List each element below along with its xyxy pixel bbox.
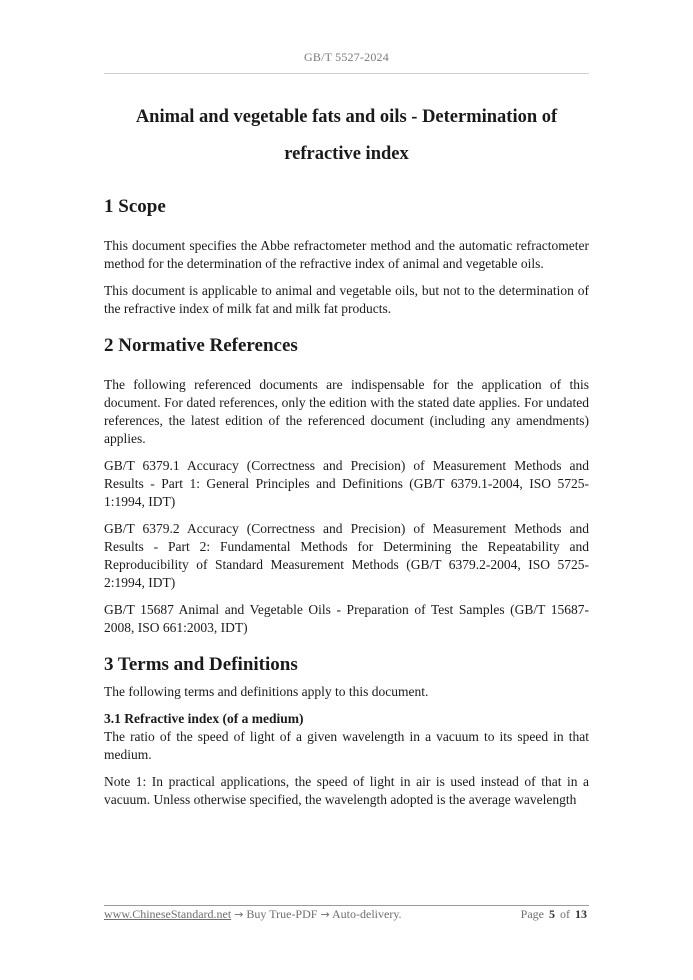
document-title — [104, 99, 589, 173]
header-rule — [104, 73, 589, 74]
page-total: 13 — [575, 907, 587, 921]
reference-item: GB/T 6379.1 Accuracy (Correctness and Precision) of Measurement Methods and Results - Part 1: General Principles and Definitions (GB/T 6379.1-2004, ISO 5725-1:1994, IDT) — [104, 458, 589, 509]
section-heading-terms: 3 Terms and Definitions — [104, 654, 298, 675]
section-heading-scope: 1 Scope — [104, 196, 166, 217]
reference-item: GB/T 6379.2 Accuracy (Correctness and Precision) of Measurement Methods and Results - Part 2: Fundamental Methods for Determining the Repeatability and Reproducibility of Standard Measurement Methods (GB/T 6379.2-2004, ISO 5725-2:1994, IDT) — [104, 521, 589, 590]
section-heading-normative-references: 2 Normative References — [104, 335, 298, 356]
page-counter — [521, 907, 589, 922]
scope-paragraph-2: This document is applicable to animal and vegetable oils, but not to the determination of the refractive index of milk fat and milk fat products. — [104, 283, 589, 316]
term-definition: The ratio of the speed of light of a given wavelength in a vacuum to its speed in that medium. — [104, 729, 589, 762]
arrow-right-icon: → — [320, 908, 330, 921]
term-heading: 3.1 Refractive index (of a medium) — [104, 711, 304, 726]
page-number: 5 — [549, 907, 555, 921]
title-line-1: Animal and vegetable fats and oils - Determination of — [135, 107, 558, 127]
title-line-2: refractive index — [284, 144, 409, 164]
page-content — [104, 99, 589, 809]
delivery-text: Auto-delivery. — [332, 907, 402, 921]
footer-rule — [104, 905, 589, 906]
page-word: Page — [520, 907, 544, 921]
arrow-right-icon: → — [234, 908, 244, 921]
site-link[interactable]: www.ChineseStandard.net — [104, 907, 232, 921]
footer-promo — [104, 907, 402, 922]
reference-item: GB/T 15687 Animal and Vegetable Oils - Preparation of Test Samples (GB/T 15687-2008, ISO 661:2003, IDT) — [104, 602, 589, 635]
running-head: GB/T 5527-2024 — [304, 50, 389, 64]
scope-paragraph-1: This document specifies the Abbe refractometer method and the automatic refractometer method for the determination of the refractive index of animal and vegetable oils. — [104, 238, 589, 271]
buy-text: Buy True-PDF — [246, 907, 318, 921]
term-note: Note 1: In practical applications, the speed of light in air is used instead of that in a vacuum. Unless otherwise specified, the wavelength adopted is the average wavelength — [104, 774, 589, 807]
of-word: of — [560, 907, 570, 921]
normative-intro: The following referenced documents are indispensable for the application of this document. For dated references, only the edition with the stated date applies. For undated references, the latest edition of the referenced document (including any amendments) applies. — [104, 377, 589, 446]
terms-intro: The following terms and definitions apply to this document. — [104, 684, 429, 699]
